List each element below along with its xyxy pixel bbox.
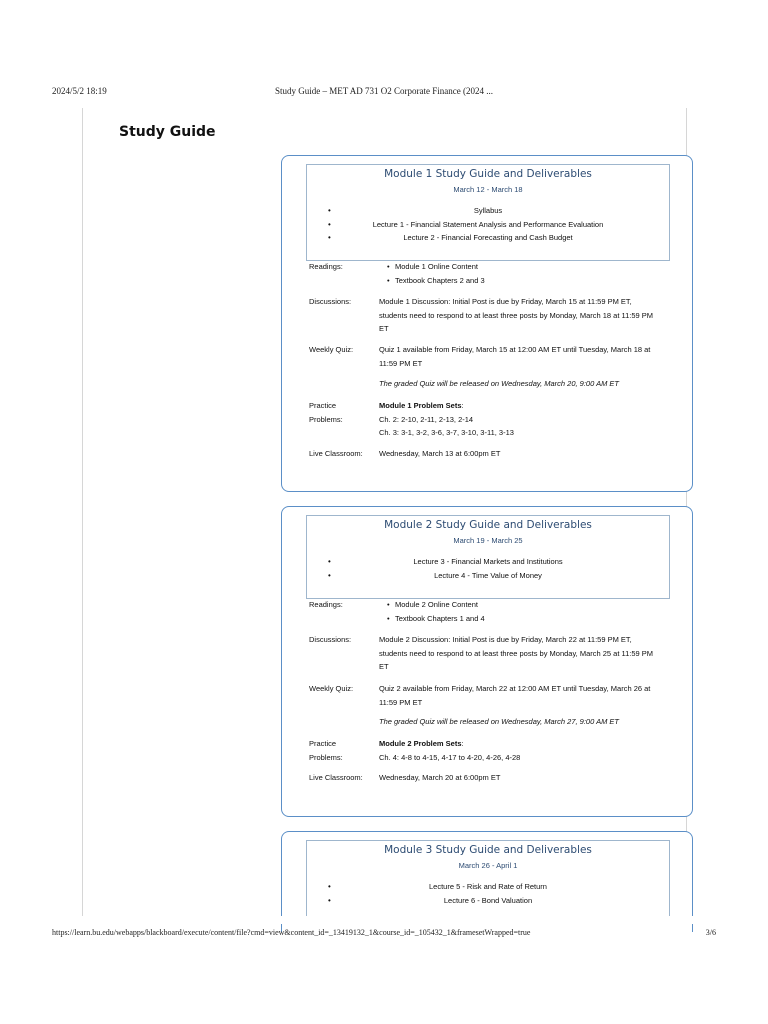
list-item — [307, 880, 669, 894]
text-line: students need to respond to at least three posts by Monday, March 18 at 11:59 PM — [379, 310, 654, 320]
text-line: Ch. 3: 3-1, 3-2, 3-6, 3-7, 3-10, 3-11, 3-13 — [379, 428, 514, 437]
bullet-icon: • — [328, 895, 331, 905]
live-classroom-label: Live Classroom: — [309, 773, 363, 782]
text-line: Quiz 2 available from Friday, March 22 at 12:00 AM ET until Tuesday, March 26 at — [379, 684, 651, 693]
module-2-lecture-list — [307, 555, 669, 582]
practice-problems-text — [379, 399, 672, 440]
module-3-header-box — [306, 840, 670, 924]
live-classroom-text: Wednesday, March 20 at 6:00pm ET — [379, 773, 501, 782]
list-item — [307, 204, 669, 218]
problem-sets-heading: Module 1 Problem Sets: — [379, 401, 464, 410]
text-line: Ch. 2: 2-10, 2-11, 2-13, 2-14 — [379, 414, 474, 424]
module-2-header-box — [306, 515, 670, 599]
discussions-row — [309, 295, 672, 336]
print-page-number: 3/6 — [705, 928, 716, 937]
page-cut-mask — [0, 916, 768, 924]
module-1-lecture-list — [307, 204, 669, 245]
text-line: Problems: — [309, 752, 343, 762]
print-page-title: Study Guide – MET AD 731 O2 Corporate Finance (2024 ... — [274, 86, 494, 96]
practice-problems-row — [309, 737, 672, 764]
module-3-title: Module 3 Study Guide and Deliverables — [384, 844, 592, 856]
lecture-label: Lecture 4 - Time Value of Money — [434, 570, 542, 580]
live-classroom-row — [309, 447, 672, 461]
text-line: 11:59 PM ET — [379, 358, 423, 368]
text-line: Practice — [309, 739, 337, 748]
bullet-icon: • — [328, 233, 331, 242]
text-line: Practice — [309, 401, 337, 410]
bullet-icon: • — [328, 219, 331, 229]
text-line: Ch. 4: 4-8 to 4-15, 4-17 to 4-20, 4-26, 4-28 — [379, 752, 521, 762]
quiz-note-row — [309, 715, 672, 729]
practice-problems-label — [309, 737, 375, 764]
discussions-label: Discussions: — [309, 297, 352, 306]
list-item: • Textbook Chapters 2 and 3 — [395, 274, 672, 288]
readings-row — [309, 598, 672, 625]
live-classroom-text: Wednesday, March 13 at 6:00pm ET — [379, 449, 501, 458]
text-line: Quiz 1 available from Friday, March 15 at 12:00 AM ET until Tuesday, March 18 at — [379, 345, 651, 354]
list-item — [307, 555, 669, 569]
list-item: • Textbook Chapters 1 and 4 — [395, 612, 672, 626]
discussions-label: Discussions: — [309, 635, 352, 644]
problem-sets-title: Module 2 Problem Sets — [379, 739, 462, 748]
practice-problems-text — [379, 737, 672, 764]
page-title: Study Guide — [119, 124, 216, 140]
bullet-icon: • — [328, 570, 331, 580]
weekly-quiz-text — [379, 343, 672, 370]
readings-row — [309, 260, 672, 287]
list-item: • Module 2 Online Content — [395, 598, 672, 612]
practice-problems-row — [309, 399, 672, 440]
weekly-quiz-row — [309, 343, 672, 370]
module-3-lecture-list — [307, 880, 669, 907]
text-line: Problems: — [309, 414, 343, 424]
lecture-label: Lecture 1 - Financial Statement Analysis and Performance Evaluation — [372, 219, 604, 229]
weekly-quiz-row — [309, 682, 672, 709]
content-frame-left-border — [82, 108, 83, 916]
discussions-row — [309, 633, 672, 674]
readings-label: Readings: — [309, 262, 343, 271]
module-1-card — [281, 155, 693, 492]
list-item: • Module 1 Online Content — [395, 260, 672, 274]
weekly-quiz-text — [379, 682, 672, 709]
print-url: https://learn.bu.edu/webapps/blackboard/execute/content/file?cmd=view&content_id=_13419132_1&course_id=_105432_1&framesetWrapped=true — [52, 928, 531, 937]
quiz-release-note: The graded Quiz will be released on Wednesday, March 27, 9:00 AM ET — [379, 717, 619, 726]
module-2-dates: March 19 - March 25 — [453, 536, 523, 545]
live-classroom-label: Live Classroom: — [309, 449, 363, 458]
list-item — [307, 231, 669, 245]
module-1-title: Module 1 Study Guide and Deliverables — [384, 168, 592, 180]
quiz-release-note: The graded Quiz will be released on Wednesday, March 20, 9:00 AM ET — [379, 379, 619, 388]
text-line: Module 1 Discussion: Initial Post is due by Friday, March 15 at 11:59 PM ET, — [379, 297, 632, 306]
live-classroom-row — [309, 771, 672, 785]
text-line: 11:59 PM ET — [379, 697, 423, 707]
module-2-title: Module 2 Study Guide and Deliverables — [384, 519, 592, 531]
print-timestamp: 2024/5/2 18:19 — [52, 86, 107, 96]
list-item — [307, 218, 669, 232]
readings-label: Readings: — [309, 600, 343, 609]
list-item — [307, 569, 669, 583]
lecture-label: Lecture 2 - Financial Forecasting and Cash Budget — [403, 233, 573, 242]
weekly-quiz-label: Weekly Quiz: — [309, 345, 354, 354]
problem-sets-heading: Module 2 Problem Sets: — [379, 739, 464, 748]
text-line: students need to respond to at least three posts by Monday, March 25 at 11:59 PM — [379, 648, 654, 658]
bullet-icon: • — [328, 557, 331, 566]
lecture-label: Lecture 5 - Risk and Rate of Return — [429, 882, 547, 891]
weekly-quiz-label: Weekly Quiz: — [309, 684, 354, 693]
problem-sets-title: Module 1 Problem Sets — [379, 401, 462, 410]
list-item — [307, 894, 669, 908]
module-2-card — [281, 506, 693, 817]
quiz-note-row — [309, 377, 672, 391]
module-3-dates: March 26 - April 1 — [458, 861, 518, 870]
text-line: Module 2 Discussion: Initial Post is due by Friday, March 22 at 11:59 PM ET, — [379, 635, 632, 644]
text-line: ET — [379, 324, 389, 333]
module-1-header-box — [306, 164, 670, 261]
lecture-label: Lecture 3 - Financial Markets and Institutions — [413, 557, 563, 566]
bullet-icon: • — [328, 882, 331, 891]
discussions-text — [379, 295, 672, 336]
lecture-label: Lecture 6 - Bond Valuation — [443, 895, 533, 905]
print-header — [52, 86, 716, 100]
practice-problems-label — [309, 399, 375, 426]
discussions-text — [379, 633, 672, 674]
bullet-icon: • — [328, 206, 331, 215]
lecture-label: Syllabus — [473, 206, 503, 215]
text-line: ET — [379, 662, 389, 671]
module-1-dates: March 12 - March 18 — [453, 185, 523, 194]
